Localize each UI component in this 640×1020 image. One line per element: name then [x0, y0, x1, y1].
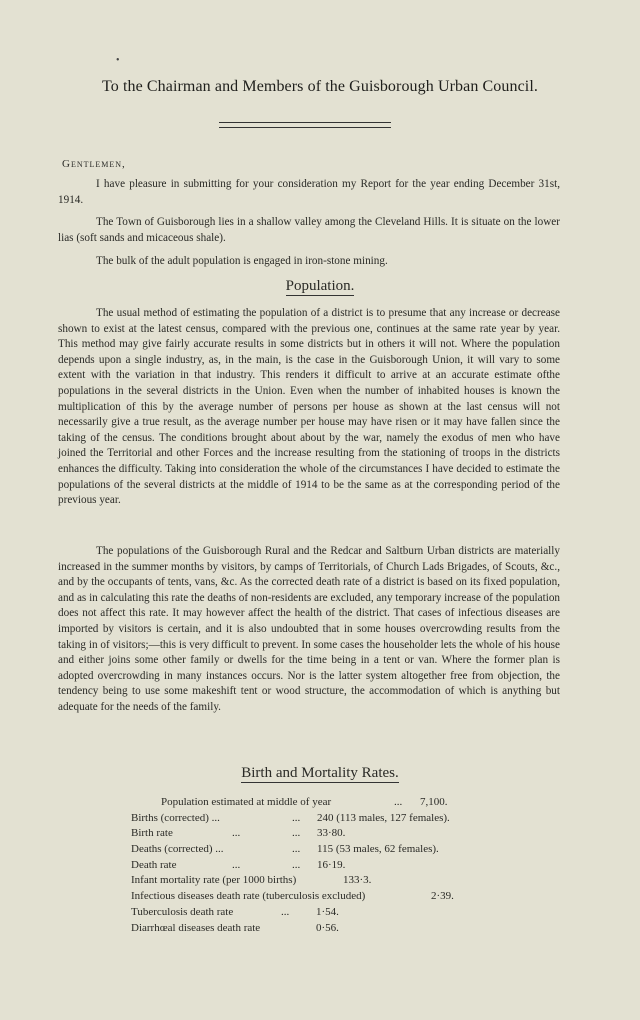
report-page: • To the Chairman and Members of the Guisborough Urban Council. Gentlemen, I have pleasure in submitting for your consideration my Report for the year ending December 31st, 1914. The Town of Guisborough lies in a shallow valley among the Cleveland Hills. It is situate on the lower lias (soft sands and micaceous shale). The bulk of the adult population is engaged in iron-stone mining. Population. The usual method of estimating the population of a district is to presume that any increase or decrease shown to exist at the latest census, compared with the previous one, continues at the same rate year by year. This method may give fairly accurate results in some districts but in others it will not. Where the population depends upon a single industry, as, in the main, is the case in the Guisborough Union, it will vary to some extent with the variation in that industry. This renders it difficult to arrive at an accurate estimate ofthe populations in the several districts in the Union. Even when the number of inhabited houses is known the multiplication of this by the average number of persons per house as shown at the last census will not necessarily give a true result, as the average number per house may have risen or it may have fallen since the taking of the census. The conditions brought about about by the war, namely the exodus of men who have joined the Territorial and other Forces and the increase resulting from the stationing of troops in the districts enhances the difficulty. Taking into consideration the whole of the circumstances I have decided to estimate the populations of the several districts at the middle of 1914 to be the same as at the corresponding period of the previous year. The populations of the Guisborough Rural and the Redcar and Saltburn Urban districts are materially increased in the summer months by visitors, by camps of Territorials, of Church Lads Brigades, of Scouts, &c., and by the occupants of tents, vans, &c. As the corrected death rate of a district is based on its fixed population, and as in calculating this rate the deaths of non-residents are excluded, any temporary increase of the population does not affect this rate. It may however affect the health of the district. That cases of infectious diseases are imported by visitors is certain, and it is also undoubted that in some houses overcrowding results from the taking in of visitors;—this is very difficult to prevent. In some cases the householder lets the whole of his house and either joins some other family or dwells for the time being in a tent or van. Where the former plan is adopted overcrowding in many instances occurs. Nor is the latter system altogether free from objection, the tendency being to use some makeshift tent or wood structure, the accommodation of which is anything but adequate for the needs of the family. Birth and Mortality Rates. Population estimated at middle of year ... 7,100. Births (corrected) ... ... 240 (113 males, 127 females). Birth rate ... ... 33·80. Deaths (corrected) ... ... 115 (53 males, 62 females). Death rate ... ... 16·19. Infant mortality rate (per 1000 births) 133·3. Infectious diseases death rate (tuberculosis excluded) 2·39. Tuberculosis death rate ... 1·54. Diarrhœal diseases death rate 0·56. — [0, 0, 640, 1020]
salutation: Gentlemen, — [62, 158, 126, 170]
population-heading: Population. — [285, 278, 355, 294]
rates-heading: Birth and Mortality Rates. — [241, 765, 399, 781]
ink-speck: • — [116, 55, 120, 66]
population-paragraph-2: The populations of the Guisborough Rural and the Redcar and Saltburn Urban districts are materially increased in the summer months by visitors, by camps of Territorials, of Church Lads Brigades, of Scouts, &c., and by the occupants of tents, vans, &c. As the corrected death rate of a district is based on its fixed population, and as in calculating this rate the deaths of non-residents are excluded, any temporary increase of the population does not affect this rate. It may however affect the health of the district. That cases of infectious diseases are imported by visitors is certain, and it is also undoubted that in some houses overcrowding results from the taking in of visitors;—this is very difficult to prevent. In some cases the householder lets the whole of his house and either joins some other family or dwells for the time being in a tent or van. Where the former plan is adopted overcrowding in many instances occurs. Nor is the latter system altogether free from objection, the tendency being to use some makeshift tent or wood structure, the accommodation of which is anything but adequate for the needs of the family. — [58, 545, 561, 713]
page-title: To the Chairman and Members of the Guisborough Urban Council. — [101, 78, 538, 95]
intro-paragraph-1: I have pleasure in submitting for your consideration my Report for the year ending December 31st, 1914. — [58, 178, 560, 206]
intro-paragraph-3: The bulk of the adult population is engaged in iron-stone mining. — [96, 255, 388, 267]
double-rule-divider — [219, 122, 391, 128]
intro-paragraph-2: The Town of Guisborough lies in a shallow valley among the Cleveland Hills. It is situate on the lower lias (soft sands and micaceous shale). — [58, 216, 560, 244]
population-paragraph-1: The usual method of estimating the population of a district is to presume that any increase or decrease shown to exist at the latest census, compared with the previous one, continues at the same rate year by year. This method may give fairly accurate results in some districts but in others it will not. Where the population depends upon a single industry, as, in the main, is the case in the Guisborough Union, it will vary to some extent with the variation in that industry. This renders it difficult to arrive at an accurate estimate ofthe populations in the several districts in the Union. Even when the number of inhabited houses is known the multiplication of this by the average number of persons per house as shown at the last census will not necessarily give a true result, as the average number per house may have risen or it may have fallen since the taking of the census. The conditions brought about about by the war, namely the exodus of men who have joined the Territorial and other Forces and the increase resulting from the stationing of troops in the districts enhances the difficulty. Taking into consideration the whole of the circumstances I have decided to estimate the populations of the several districts at the middle of 1914 to be the same as at the corresponding period of the previous year. — [58, 307, 560, 507]
